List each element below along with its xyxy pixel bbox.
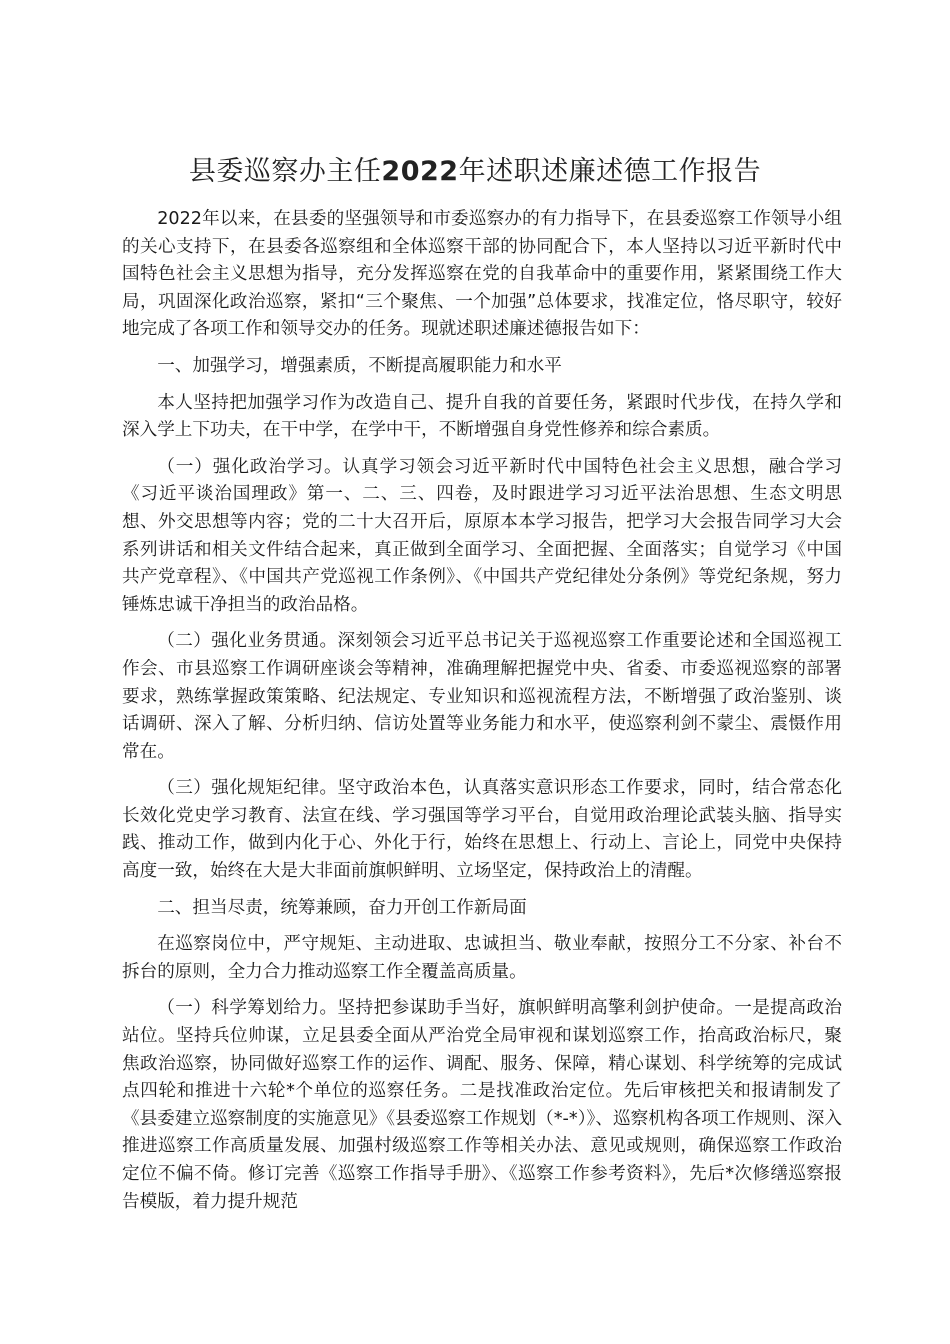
paragraph-business-integration: （二）强化业务贯通。深刻领会习近平总书记关于巡视巡察工作重要论述和全国巡视工作会、市县巡察工作调研座谈会等精神，准确理解把握党中央、省委、市委巡视巡察的部署要求，熟练掌握政策策略、纪法规定、专业知识和巡视流程方法，不断增强了政治鉴别、谈话调研、深入了解、分析归纳、信访处置等业务能力和水平，使巡察利剑不蒙尘、震慑作用常在。 — [122, 631, 842, 762]
section-heading-1: 一、加强学习，增强素质，不断提高履职能力和水平 — [157, 355, 562, 376]
document-body — [122, 206, 842, 1225]
page-title — [60, 152, 890, 192]
section-heading-2: 二、担当尽责，统筹兼顾，奋力开创工作新局面 — [157, 897, 527, 918]
title-year: 2022 — [381, 156, 459, 187]
paragraph-section-2-intro: 在巡察岗位中，严守规矩、主动进取、忠诚担当、敬业奉献，按照分工不分家、补台不拆台的原则，全力合力推动巡察工作全覆盖高质量。 — [122, 934, 842, 982]
paragraph-section-1-intro: 本人坚持把加强学习作为改造自己、提升自我的首要任务，紧跟时代步伐，在持久学和深入学上下功夫，在干中学，在学中干，不断增强自身党性修养和综合素质。 — [122, 392, 842, 441]
paragraph-political-study: （一）强化政治学习。认真学习领会习近平新时代中国特色社会主义思想，融合学习《习近平谈治国理政》第一、二、三、四卷，及时跟进学习习近平法治思想、生态文明思想、外交思想等内容；党的二十大召开后，原原本本学习报告，把学习大会报告同学习大会系列讲话和相关文件结合起来，真正做到全面学习、全面把握、全面落实；自觉学习《中国共产党章程》、《中国共产党巡视工作条例》、《中国共产党纪律处分条例》等党纪条规，努力锤炼忠诚干净担当的政治品格。 — [122, 456, 842, 615]
title-prefix: 县委巡察办主任 — [188, 156, 382, 187]
title-suffix: 年述职述廉述德工作报告 — [458, 156, 762, 187]
paragraph-planning: （一）科学筹划给力。坚持把参谋助手当好，旗帜鲜明高擎利剑护使命。一是提高政治站位。坚持兵位帅谋，立足县委全面从严治党全局审视和谋划巡察工作，抬高政治标尺，聚焦政治巡察，协同做好巡察工作的运作、调配、服务、保障，精心谋划、科学统筹的完成试点四轮和推进十六轮*个单位的巡察任务。二是找准政治定位。先后审核把关和报请制发了《县委建立巡察制度的实施意见》《县委巡察工作规划（*-*）》、巡察机构各项工作规则、深入推进巡察工作高质量发展、加强村级巡察工作等相关办法、意见或规则，确保巡察工作政治定位不偏不倚。修订完善《巡察工作指导手册》、《巡察工作参考资料》，先后*次修缮巡察报告模版，着力提升规范 — [122, 998, 842, 1212]
paragraph-intro: 2022年以来，在县委的坚强领导和市委巡察办的有力指导下，在县委巡察工作领导小组的关心支持下，在县委各巡察组和全体巡察干部的协同配合下，本人坚持以习近平新时代中国特色社会主义思想为指导，充分发挥巡察在党的自我革命中的重要作用，紧紧围绕工作大局，巩固深化政治巡察，紧扣“三个聚焦、一个加强”总体要求，找准定位，恪尽职守，较好地完成了各项工作和领导交办的任务。现就述职述廉述德报告如下： — [122, 209, 842, 340]
paragraph-discipline: （三）强化规矩纪律。坚守政治本色，认真落实意识形态工作要求，同时，结合常态化长效化党史学习教育、法宣在线、学习强国等学习平台，自觉用政治理论武装头脑、指导实践、推动工作，做到内化于心、外化于行，始终在思想上、行动上、言论上，同党中央保持高度一致，始终在大是大非面前旗帜鲜明、立场坚定，保持政治上的清醒。 — [122, 778, 842, 882]
